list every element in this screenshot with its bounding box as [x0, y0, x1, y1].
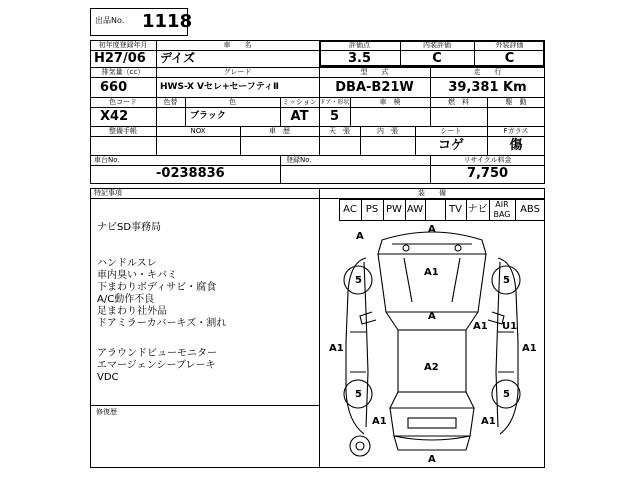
equipment-pw: PW	[386, 204, 402, 215]
hdr-interior: 内装評価	[423, 41, 451, 49]
remark-line: A/C動作不良	[97, 294, 155, 305]
transmission: AT	[290, 109, 309, 124]
damage-right-rear-door: A1	[473, 321, 488, 332]
front-glass-condition: 傷	[509, 138, 523, 153]
equipment-tv: TV	[449, 204, 462, 215]
damage-right-side: A1	[522, 343, 537, 354]
displacement: 660	[100, 80, 128, 95]
damage-rear-right-quarter: A1	[481, 416, 496, 427]
grade: HWS-X Vセレ+セーフティⅡ	[160, 82, 279, 92]
hdr-headliner: 天 張	[329, 127, 350, 135]
remark-line: アラウンドビューモニター	[97, 348, 217, 359]
seat-condition: コゲ	[437, 138, 464, 153]
remark-line: ハンドルスレ	[97, 258, 157, 269]
remark-line: 足まわり社外品	[97, 306, 167, 317]
equipment-abs: ABS	[520, 204, 540, 215]
chassis-no: -0238836	[156, 166, 225, 181]
recycle-fee: 7,750	[466, 166, 509, 181]
damage-front-left: A	[356, 231, 364, 242]
damage-rear-roof: A2	[424, 362, 439, 373]
exterior-grade: C	[504, 51, 515, 66]
hdr-drive: 駆 動	[505, 98, 527, 106]
color-code: X42	[100, 109, 129, 124]
hdr-score: 評価点	[349, 41, 370, 49]
hdr-transmission: ミッション	[282, 98, 317, 106]
hdr-inspection: 車 検	[379, 98, 401, 106]
hdr-grade: グレード	[223, 68, 252, 76]
doors: 5	[329, 109, 340, 124]
damage-rear-left-quarter: A1	[372, 416, 387, 427]
hdr-maintenance-book: 整備手帳	[109, 127, 137, 135]
interior-grade: C	[432, 51, 442, 66]
remark-line: VDC	[97, 372, 119, 383]
damage-hood: A1	[424, 267, 439, 278]
equipment-airbag: AIR BAG	[493, 200, 511, 219]
remark-line: ナビSD事務局	[97, 222, 162, 233]
damage-rear-bumper: A	[428, 454, 436, 465]
remark-line: 車内臭い・キバミ	[97, 270, 177, 281]
hdr-chassis-no: 車台No．	[94, 156, 125, 164]
hdr-history: 車 歴	[269, 127, 290, 135]
equipment-header: 装 備	[418, 189, 446, 197]
damage-wheel-fl: 5	[355, 275, 362, 286]
hdr-displacement: 排気量（cc）	[101, 68, 145, 76]
remark-line: ドアミラーカバーキズ・割れ	[97, 318, 227, 329]
hdr-mileage: 走 行	[473, 68, 502, 76]
repair-history-header: 修復歴	[96, 408, 117, 416]
damage-wheel-fr: 5	[503, 275, 510, 286]
hdr-fuel: 燃 料	[448, 98, 469, 106]
hdr-interior-trim: 内 張	[377, 127, 398, 135]
hdr-color: 色	[229, 98, 236, 106]
model-code: DBA-B21W	[335, 80, 414, 95]
damage-wheel-rr: 5	[503, 389, 510, 400]
remark-line: 下まわりボディサビ・腐食	[97, 282, 217, 293]
car-name: デイズ	[160, 51, 196, 65]
color: ブラック	[190, 111, 226, 121]
damage-left-side: A1	[329, 343, 344, 354]
hdr-first-registration: 初年度登録年月	[98, 41, 148, 49]
remark-line: エマージェンシーブレーキ	[97, 360, 216, 371]
lot-label: 出品No．	[95, 16, 130, 25]
hdr-front-glass: Fガラス	[503, 127, 529, 135]
score-value: 3.5	[347, 51, 372, 66]
mileage: 39,381 Km	[448, 80, 527, 95]
equipment-ac: AC	[343, 204, 357, 215]
hdr-registration-no: 登録No．	[286, 156, 317, 164]
hdr-recycle-fee: リサイクル料金	[463, 156, 512, 164]
hdr-car-name: 車 名	[223, 41, 252, 49]
damage-front-bumper: A	[428, 224, 436, 235]
equipment-aw: AW	[406, 204, 424, 215]
hdr-model-code: 型 式	[360, 68, 389, 76]
car-damage-diagram	[320, 222, 544, 467]
hdr-nox: NOX	[190, 127, 206, 135]
equipment-ps: PS	[365, 204, 379, 215]
lot-number: 1118	[142, 11, 193, 32]
hdr-doors: ドア・形状	[319, 99, 350, 106]
hdr-seat: シート	[440, 127, 462, 135]
equipment-navi: ナビ	[467, 204, 488, 215]
hdr-color-change: 色替	[163, 98, 178, 106]
hdr-exterior: 外装評価	[495, 41, 524, 49]
damage-wheel-rl: 5	[355, 389, 362, 400]
damage-roof: A	[428, 311, 436, 322]
first-registration: H27/06	[94, 51, 146, 66]
hdr-color-code: 色コード	[109, 98, 137, 106]
damage-right-mirror: U1	[502, 321, 518, 332]
remarks-header: 特記事項	[94, 189, 122, 197]
